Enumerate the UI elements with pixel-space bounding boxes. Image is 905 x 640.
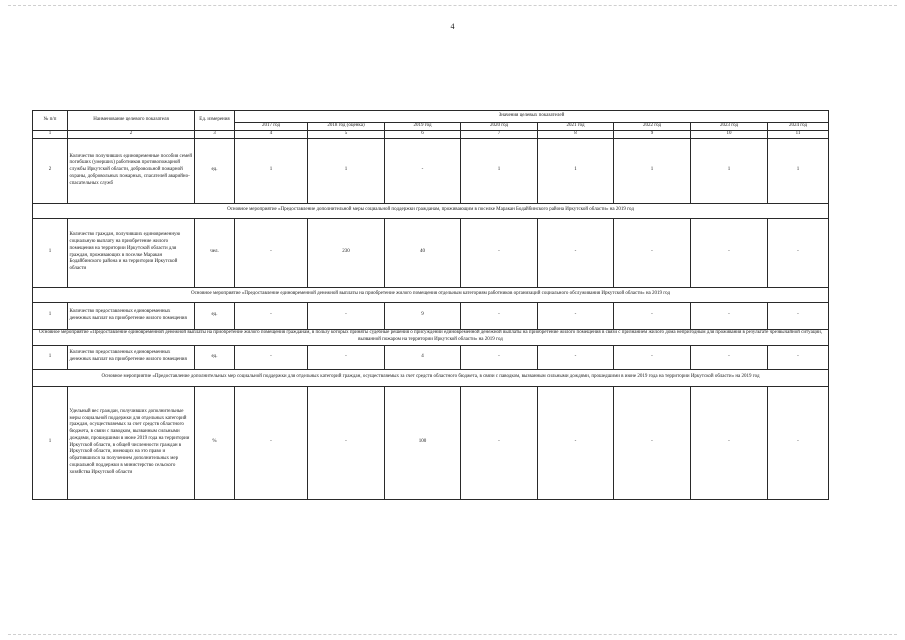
indicator-unit: ед.: [195, 302, 235, 329]
header-year: 2019 год: [385, 123, 461, 131]
value-cell: -: [461, 386, 538, 499]
row-num: 1: [33, 218, 68, 287]
indicator-name: Количество граждан, получивших единовременную социальную выплату на приобретение жилого помещения на территории Иркутской области для граждан, проживающих в поселке Маракан Бодайбинского района и на территории Иркутской области: [68, 218, 195, 287]
value-cell: -: [614, 386, 691, 499]
value-cell: -: [614, 218, 691, 287]
value-cell: -: [538, 345, 614, 369]
event-row: [33, 287, 829, 302]
column-number: 10: [691, 130, 768, 138]
header-values-group: Значения целевых показателей: [235, 111, 829, 123]
value-cell: -: [235, 345, 308, 369]
event-title: Основное мероприятие «Предоставление дополнительной меры социальной поддержки гражданам, проживающим в поселке Маракан Бодайбинского района Иркутской области» на 2019 год: [33, 203, 829, 218]
value-cell: -: [538, 302, 614, 329]
event-title: Основное мероприятие «Предоставление единовременной денежной выплаты на приобретение жилого помещения гражданам, в пользу которых приняты судебные решения о присуждении единовременной денежной выплаты на приобретение жилого помещения в связи с признанием жилого дома непригодным для проживания в результате чрезвычайной ситуации, вызванной пожаром на территории Иркутской области» на 2019 год: [33, 329, 829, 345]
column-number: 2: [68, 130, 195, 138]
header-year: 2022 год: [614, 123, 691, 131]
header-year: 2020 год: [461, 123, 538, 131]
value-cell: -: [235, 302, 308, 329]
value-cell: 1: [768, 138, 829, 203]
header-name: Наименование целевого показателя: [68, 111, 195, 131]
indicator-unit: %: [195, 386, 235, 499]
value-cell: 1: [308, 138, 385, 203]
header-year: 2017 год: [235, 123, 308, 131]
indicator-name: Количество предоставленных единовременных денежных выплат на приобретение жилого помещения: [68, 302, 195, 329]
value-cell: -: [461, 302, 538, 329]
indicator-unit: чел.: [195, 218, 235, 287]
value-cell: -: [768, 302, 829, 329]
table-row: [33, 386, 829, 499]
header-year: 2021 год: [538, 123, 614, 131]
value-cell: 1: [691, 138, 768, 203]
value-cell: 100: [385, 386, 461, 499]
column-number: 9: [614, 130, 691, 138]
page-number: 4: [450, 22, 455, 31]
event-row: [33, 203, 829, 218]
value-cell: -: [385, 138, 461, 203]
event-row: [33, 369, 829, 386]
value-cell: -: [614, 345, 691, 369]
indicator-name: Удельный вес граждан, получивших дополнительные меры социальной поддержки для отдельных категорий граждан, осуществляемых за счет средств областного бюджета, в связи с паводком, вызванным сильными дождями, прошедшими в июне 2019 года на территории Иркутской области, в общей численности граждан в Иркутской области, имеющих на это право и обратившихся за получением дополнительных мер социальной поддержки в министерство сельского хозяйства Иркутской области: [68, 386, 195, 499]
header-unit: Ед. измерения: [195, 111, 235, 131]
value-cell: -: [614, 302, 691, 329]
indicator-name: Количество предоставленных единовременных денежных выплат на приобретение жилого помещения: [68, 345, 195, 369]
value-cell: -: [235, 218, 308, 287]
indicator-unit: ед.: [195, 345, 235, 369]
column-number: 6: [385, 130, 461, 138]
value-cell: -: [691, 386, 768, 499]
value-cell: 1: [538, 138, 614, 203]
value-cell: 230: [308, 218, 385, 287]
event-title: Основное мероприятие «Предоставление единовременной денежной выплаты на приобретение жилого помещения отдельным категориям работников организаций социального обслуживания Иркутской области» на 2019 год: [33, 287, 829, 302]
value-cell: 4: [385, 345, 461, 369]
row-num: 1: [33, 345, 68, 369]
value-cell: -: [691, 345, 768, 369]
row-num: 1: [33, 302, 68, 329]
value-cell: -: [538, 386, 614, 499]
value-cell: -: [308, 302, 385, 329]
column-number: 3: [195, 130, 235, 138]
column-number: 5: [308, 130, 385, 138]
table-row: [33, 218, 829, 287]
value-cell: -: [461, 345, 538, 369]
indicators-table: [32, 110, 829, 500]
value-cell: -: [308, 345, 385, 369]
event-title: Основное мероприятие «Предоставление дополнительных мер социальной поддержки для отдельных категорий граждан, осуществляемых за счет средств областного бюджета, в связи с паводком, вызванным сильными дождями, прошедшими в июне 2019 года на территории Иркутской области» на 2019 год: [33, 369, 829, 386]
value-cell: -: [235, 386, 308, 499]
table-row: [33, 138, 829, 203]
column-number: 4: [235, 130, 308, 138]
event-row: [33, 329, 829, 345]
column-number: 8: [538, 130, 614, 138]
value-cell: -: [538, 218, 614, 287]
value-cell: 1: [614, 138, 691, 203]
header-year: 2024 год: [768, 123, 829, 131]
header-num: № п/п: [33, 111, 68, 131]
value-cell: -: [691, 218, 768, 287]
value-cell: 1: [235, 138, 308, 203]
value-cell: 1: [461, 138, 538, 203]
column-number: 11: [768, 130, 829, 138]
indicator-unit: ед.: [195, 138, 235, 203]
value-cell: -: [308, 386, 385, 499]
scan-border-top: [8, 5, 897, 6]
row-num: 2: [33, 138, 68, 203]
column-number: 1: [33, 130, 68, 138]
value-cell: -: [768, 386, 829, 499]
table-row: [33, 345, 829, 369]
value-cell: 9: [385, 302, 461, 329]
header-year: 2018 год (оценка): [308, 123, 385, 131]
value-cell: -: [461, 218, 538, 287]
scan-border-bottom: [8, 634, 897, 635]
indicator-name: Количество получивших единовременные пособия семей погибших (умерших) работников противопожарной службы Иркутской области, добровольной пожарной охраны, добровольных пожарных, спасателей аварийно-спасательных служб: [68, 138, 195, 203]
column-number: 7: [461, 130, 538, 138]
value-cell: -: [768, 345, 829, 369]
value-cell: -: [691, 302, 768, 329]
header-year: 2023 год: [691, 123, 768, 131]
value-cell: 40: [385, 218, 461, 287]
value-cell: -: [768, 218, 829, 287]
table-row: [33, 302, 829, 329]
row-num: 1: [33, 386, 68, 499]
